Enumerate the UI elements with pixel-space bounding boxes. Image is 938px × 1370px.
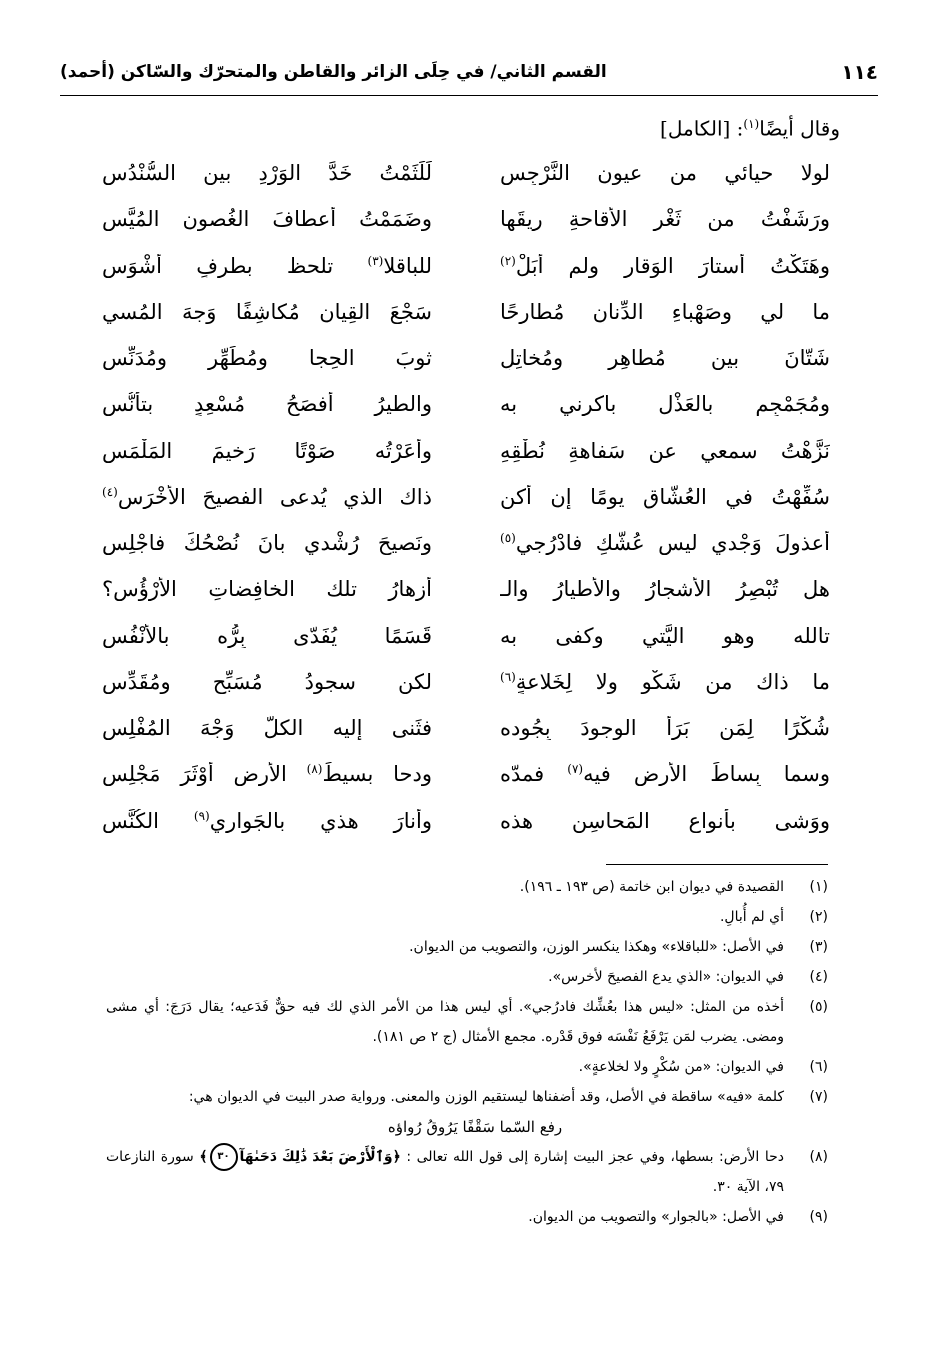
verse-second-hemistich xyxy=(102,254,432,278)
footnote-number: (٥) xyxy=(809,999,828,1015)
footnote-verse-quote: رفع السّما سَقْفًا يَرُوقُ رُواؤه xyxy=(387,1118,563,1136)
footnote-ref: (٤) xyxy=(102,484,118,499)
page-number: ١١٤ xyxy=(841,60,878,84)
verse xyxy=(102,798,830,844)
footnotes xyxy=(106,872,828,1232)
footnote xyxy=(106,932,828,962)
verse-first-hemistich: شُكْرًا لِمَن بَرَأَ الوجودَ بِجُوده xyxy=(500,716,830,741)
footnote xyxy=(106,902,828,932)
hemistich-text-rest: الكُنَّسِ xyxy=(102,808,194,833)
hemistich-text-rest: تلحظ بطرفٍ أشْوَسِ xyxy=(102,253,368,278)
hemistich-text: وسما بِساطَ الأرض فيه xyxy=(583,762,830,787)
footnote-content xyxy=(106,1142,784,1202)
verse-first-hemistich: ما لي وصَهْباءِ الدِّنانِ مُطارِحًا xyxy=(500,299,830,324)
footnote xyxy=(106,962,828,992)
footnote-ref: (٧) xyxy=(567,762,584,777)
verse-second-hemistich: وضَمَمْتُ أعطافَ الغُصون المُيَّسِ xyxy=(102,207,432,232)
verse xyxy=(102,381,830,427)
verse-first-hemistich: شَتّانَ بين مُطاهِرٍ ومُخاتِلٍ xyxy=(500,346,830,371)
hemistich-text-rest: فمدّه xyxy=(500,762,568,787)
verse xyxy=(102,659,830,705)
hemistich-text: وأنارَ هذي بالجَواري xyxy=(209,808,432,833)
footnote-ref: (٣) xyxy=(367,253,384,268)
footnote-text: كلمة «فيه» ساقطة في الأصل، وقد أضفناها ليستقيم الوزن والمعنى. ورواية صدر البيت في الديوان هي: xyxy=(188,1089,784,1105)
footnote-number: (٢) xyxy=(809,909,828,925)
footnote xyxy=(106,1142,828,1202)
poem-intro xyxy=(540,106,840,147)
footnote-text: أخذه من المثل: «ليس هذا بعُشِّك فادرُجي». أي ليس هذا من الأمر الذي لك فيه حقٌّ فَدَعيه؛ يقال دَرَجَ: أي مشى ومضى. يضرب لمَن يَرْفَعُ نَفْسَه فوق قَدْره. مجمع الأمثال (ج ٢ ص ١٨١). xyxy=(106,999,784,1045)
verse xyxy=(102,196,830,242)
footnote-text: في الأصل: «للباقلاء» وهكذا ينكسر الوزن، والتصويب من الديوان. xyxy=(409,939,784,955)
header-divider xyxy=(60,95,878,96)
verse-second-hemistich xyxy=(102,809,432,833)
verse-second-hemistich: وأَعَرْتُه صَوْتًا رَخيمَ المَلْمَسِ xyxy=(102,438,432,463)
footnote-divider xyxy=(606,864,828,865)
verse-first-hemistich: ووَشى بأنواعِ المَحاسِنِ هذه xyxy=(500,808,830,833)
footnote-ref: (٢) xyxy=(500,253,516,268)
verse-first-hemistich xyxy=(500,670,830,694)
footnote-number: (٤) xyxy=(809,969,828,985)
verse-second-hemistich: لكن سجودُ مُسَبِّحٍ ومُقَدِّسِ xyxy=(102,669,432,694)
verse-second-hemistich: فثَنى إليه الكلُّ وَجْهَ المُفْلِسِ xyxy=(102,716,432,741)
running-header xyxy=(60,52,878,92)
verse-first-hemistich: نَزَّهْتُ سمعي عن سَفاهةِ نُطْقِهِ xyxy=(500,438,830,463)
verse xyxy=(102,474,830,520)
verse-first-hemistich: تالله وهو اليَّتي وكفى به xyxy=(500,623,830,648)
footnote-text: القصيدة في ديوان ابن خاتمة (ص ١٩٣ ـ ١٩٦). xyxy=(519,879,784,895)
verse-second-hemistich: ونَصيحَ رُشْدي بانَ نُصْحُكَ فاجْلِسِ xyxy=(102,531,432,556)
verse-first-hemistich: سُفِّهْتُ في العُشّاقِ يومًا إن أكن xyxy=(500,484,830,509)
footnote-ref: (٥) xyxy=(500,531,516,546)
meter-label: : [الكامل] xyxy=(660,116,744,141)
verse xyxy=(102,613,830,659)
verse-first-hemistich: ورَشَفْتُ من ثَغْرِ الأقاحةِ ريقَها xyxy=(500,207,830,232)
footnote-text: في الديوان: «الذي يدع الفصيحَ لأخرس». xyxy=(548,969,784,985)
footnote xyxy=(106,872,828,902)
footnote xyxy=(106,992,828,1052)
verse-second-hemistich: قَسَمًا يُفَدّى بِرُّه بالأنْفُسِ xyxy=(102,623,432,648)
verse xyxy=(102,150,830,196)
footnote xyxy=(106,1052,828,1082)
footnote xyxy=(106,1202,828,1232)
footnote-number: (٧) xyxy=(809,1089,828,1105)
verse-second-hemistich: ثوبَ الحِجا ومُطَهِّرٍ ومُدَنِّسِ xyxy=(102,346,432,371)
hemistich-text: ذاك الذي يُدعى الفصيحَ الأخْرَسِ xyxy=(117,484,432,509)
verse xyxy=(102,335,830,381)
verse-first-hemistich xyxy=(500,762,830,786)
hemistich-text-rest: الأرضِ أوْثَرَ مَجْلِسِ xyxy=(102,762,307,787)
footnote-text: في الأصل: «بالجوار» والتصويب من الديوان. xyxy=(528,1209,784,1225)
hemistich-text: وهَتَكْتُ أستارَ الوَقار ولم أُبَلْ xyxy=(515,253,830,278)
footnote-ref: (٦) xyxy=(500,669,516,684)
quran-close-bracket: ﴾ xyxy=(199,1149,208,1165)
verse-first-hemistich: هل تُبْصِرُ الأشجارُ والأطيارُ والـ xyxy=(500,577,830,602)
footnote-text: دحا الأرض: بسطها، وفي عجز البيت إشارة إلى قول الله تعالى : xyxy=(406,1149,784,1165)
verse xyxy=(102,751,830,797)
footnote-number: (٩) xyxy=(809,1209,828,1225)
hemistich-text: للباقلا xyxy=(383,253,432,278)
verse-second-hemistich: لَلَثَمْتُ خَدَّ الوَرْدِ بين السُّنْدُسِ xyxy=(102,161,432,186)
hemistich-text: ما ذاك من شَكْوٍ ولا لِخَلاعةٍ xyxy=(515,669,830,694)
footnote-number: (٣) xyxy=(809,939,828,955)
footnote-number: (٦) xyxy=(809,1059,828,1075)
verse-second-hemistich xyxy=(102,485,432,509)
verse xyxy=(102,243,830,289)
verse xyxy=(102,289,830,335)
verse-second-hemistich xyxy=(102,762,432,786)
quran-quote xyxy=(199,1142,400,1172)
verse-first-hemistich: لولا حيائي من عيونِ النَّرْجِسِ xyxy=(500,161,830,186)
verse-second-hemistich: سَجْعَ القِيانِ مُكاشِفًا وَجهَ المُسي xyxy=(102,299,432,324)
verse xyxy=(102,520,830,566)
verse-second-hemistich: أزهارُ تلك الخافِضاتِ الأرْؤُسِ؟ xyxy=(102,577,432,602)
hemistich-text: أعذولَ وَجْدي ليس عُشُّكِ فادْرُجي xyxy=(515,531,830,556)
header-title: القسم الثاني/ في حِلَى الزائر والقاطن والمتحرّك والسّاكن (أحمد) xyxy=(60,62,607,82)
verse xyxy=(102,566,830,612)
footnote-content xyxy=(106,1082,784,1142)
verse xyxy=(102,705,830,751)
footnote-text: في الديوان: «من سُكْرٍ ولا لخلاعةٍ». xyxy=(578,1059,784,1075)
footnote-ref: (٩) xyxy=(193,808,210,823)
footnote-ref: (٨) xyxy=(306,762,323,777)
verse-first-hemistich xyxy=(500,531,830,555)
intro-text: وقال أيضًا xyxy=(759,116,840,141)
footnote-ref: (١) xyxy=(743,117,760,131)
footnote xyxy=(106,1082,828,1142)
verse-second-hemistich: والطيرُ أفصَحُ مُسْعِدٍ بتأنُّسِ xyxy=(102,392,432,417)
footnote-number: (٨) xyxy=(809,1149,828,1165)
verse-first-hemistich xyxy=(500,254,830,278)
verse-first-hemistich: ومُجَمْجِمٍ بالعَذْلِ باكرني به xyxy=(500,392,830,417)
ayah-number-mark: ٣٠ xyxy=(210,1143,238,1171)
hemistich-text: ودحا بسيطَ xyxy=(322,762,432,787)
verse xyxy=(102,428,830,474)
footnote-text: أي لم أُبالِ. xyxy=(719,909,784,925)
footnote-text-after: سورة النازعات ٧٩، الآية ٣٠. xyxy=(106,1149,784,1195)
quran-text: ﴿وَٱلْأَرْضَ بَعْدَ ذَٰلِكَ دَحَىٰهَآ xyxy=(239,1149,401,1165)
poem xyxy=(102,150,830,844)
footnote-number: (١) xyxy=(809,879,828,895)
